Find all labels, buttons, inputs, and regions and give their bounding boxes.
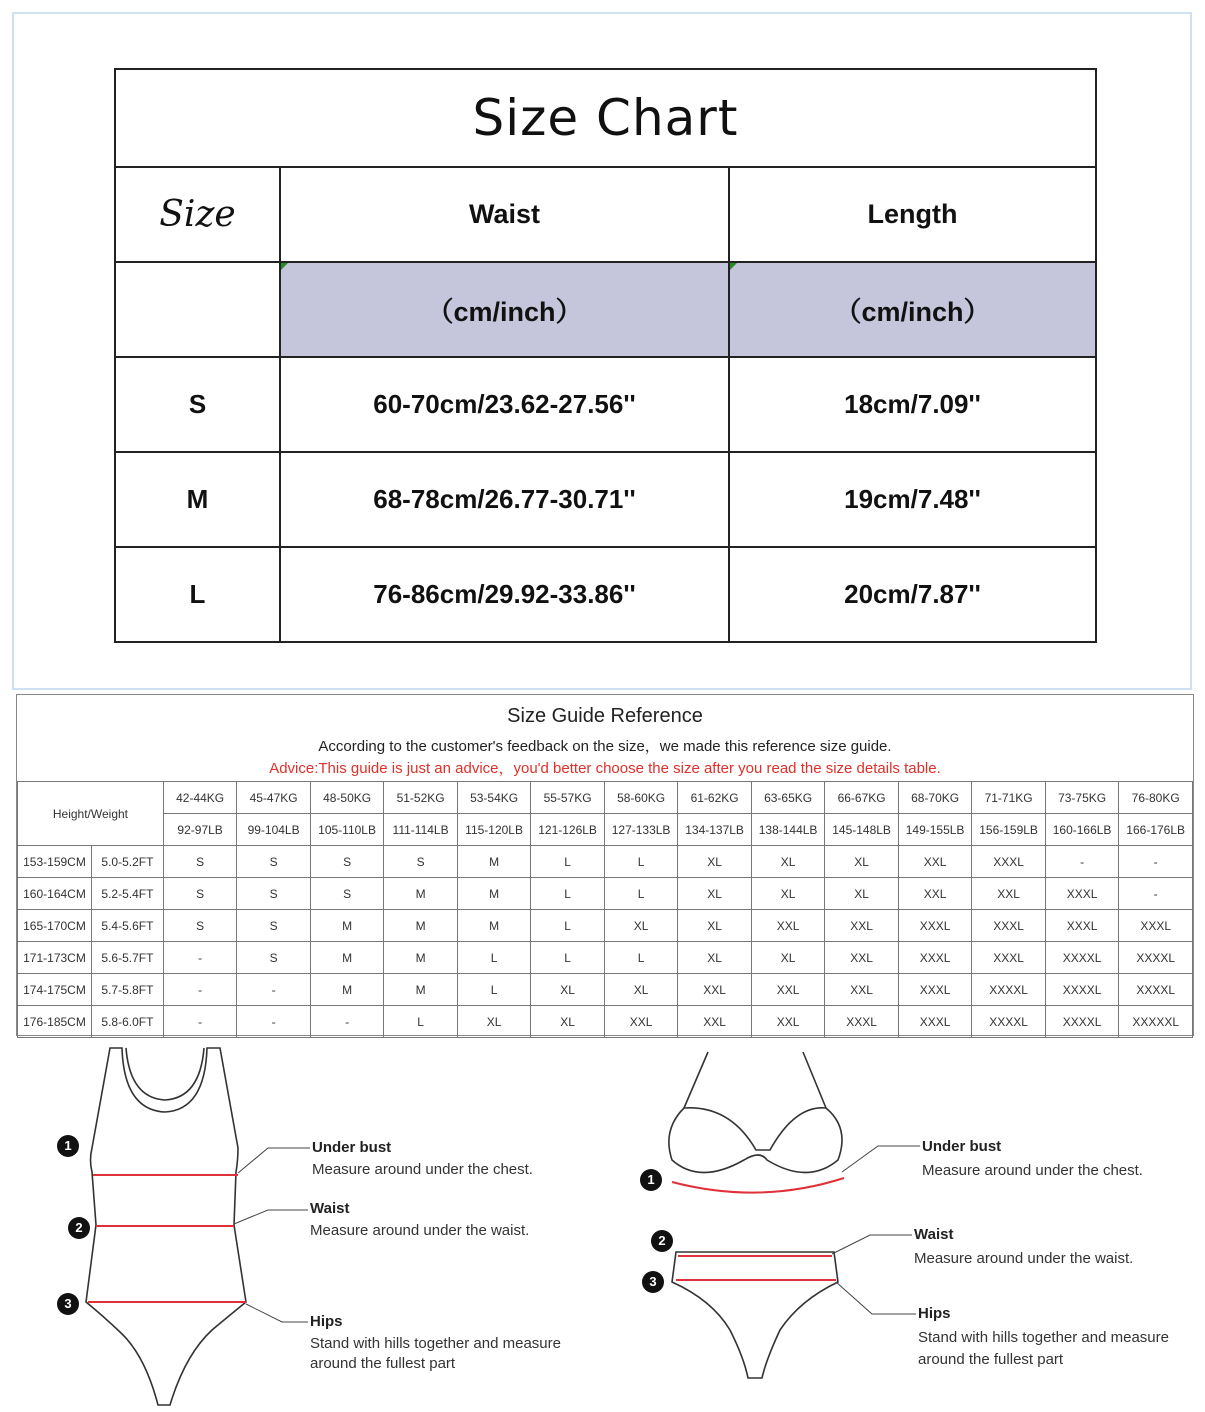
height-cm-cell: 165-170CM [18, 910, 92, 942]
guide-size-cell: S [163, 846, 236, 878]
guide-size-cell: XL [531, 1006, 605, 1038]
guide-size-cell: M [457, 878, 531, 910]
weight-lb-header: 160-166LB [1045, 814, 1119, 846]
guide-size-cell: - [163, 1006, 236, 1038]
height-ft-cell: 5.6-5.7FT [91, 942, 163, 974]
bikini-top-leader-line [842, 1146, 920, 1172]
guide-size-cell: - [237, 974, 310, 1006]
guide-size-cell: XXL [898, 878, 972, 910]
guide-size-cell: XXL [678, 1006, 752, 1038]
waist-cell: 76-86cm/29.92-33.86'' [280, 547, 729, 642]
number-badge-1: 1 [640, 1169, 662, 1191]
guide-size-cell: XXL [825, 974, 899, 1006]
length-header: Length [729, 167, 1096, 262]
guide-size-cell: S [384, 846, 458, 878]
size-guide-title: Size Guide Reference [507, 705, 703, 727]
guide-size-cell: XXL [898, 846, 972, 878]
height-ft-cell: 5.8-6.0FT [91, 1006, 163, 1038]
guide-size-cell: L [457, 942, 531, 974]
length-unit: （cm/inch） [834, 297, 991, 327]
guide-size-cell: XXXXXL [1119, 1006, 1193, 1038]
length-cell: 20cm/7.87'' [729, 547, 1096, 642]
weight-kg-header: 71-71KG [972, 782, 1046, 814]
right-hips-label: Hips [918, 1305, 951, 1322]
height-cm-cell: 153-159CM [18, 846, 92, 878]
guide-size-cell: XL [457, 1006, 531, 1038]
height-cm-cell: 176-185CM [18, 1006, 92, 1038]
height-cm-cell: 174-175CM [18, 974, 92, 1006]
guide-size-cell: L [531, 846, 605, 878]
guide-size-cell: M [310, 942, 384, 974]
left-waist-desc: Measure around under the waist. [310, 1222, 530, 1239]
height-ft-cell: 5.0-5.2FT [91, 846, 163, 878]
right-waist-label: Waist [914, 1226, 954, 1243]
height-cm-cell: 171-173CM [18, 942, 92, 974]
guide-size-cell: XXXL [825, 1006, 899, 1038]
right-under-bust-desc: Measure around under the chest. [922, 1162, 1143, 1179]
guide-size-cell: XXXL [1045, 910, 1119, 942]
guide-size-cell: L [531, 910, 605, 942]
guide-size-cell: XXL [751, 974, 825, 1006]
guide-size-cell: M [384, 910, 458, 942]
guide-size-cell: - [1119, 846, 1193, 878]
bikini-bottom-outline [672, 1252, 838, 1378]
size-cell: L [115, 547, 280, 642]
guide-size-cell: L [531, 878, 605, 910]
weight-lb-header: 121-126LB [531, 814, 605, 846]
bikini-top-measure-line [672, 1178, 844, 1193]
guide-size-cell: S [237, 910, 310, 942]
guide-size-cell: XL [751, 942, 825, 974]
weight-kg-header: 51-52KG [384, 782, 458, 814]
right-hips-desc-1: Stand with hills together and measure [918, 1329, 1169, 1346]
guide-size-cell: XXXL [898, 942, 972, 974]
guide-size-cell: XXL [751, 910, 825, 942]
guide-size-cell: L [531, 942, 605, 974]
height-ft-cell: 5.7-5.8FT [91, 974, 163, 1006]
guide-size-cell: XXXXL [972, 974, 1046, 1006]
size-cell: S [115, 357, 280, 452]
right-waist-desc: Measure around under the waist. [914, 1250, 1134, 1267]
weight-lb-header: 105-110LB [310, 814, 384, 846]
bikini-bottom-leader-lines [832, 1235, 916, 1314]
guide-size-cell: S [237, 942, 310, 974]
guide-size-cell: XL [751, 846, 825, 878]
guide-size-cell: S [310, 846, 384, 878]
weight-lb-header: 115-120LB [457, 814, 531, 846]
height-weight-header: Height/Weight [18, 782, 164, 846]
left-hips-desc-2: around the fullest part [310, 1355, 456, 1372]
guide-size-cell: XXXXL [1045, 974, 1119, 1006]
weight-kg-header: 63-65KG [751, 782, 825, 814]
guide-size-cell: XXXL [898, 910, 972, 942]
guide-size-cell: L [604, 846, 678, 878]
guide-size-cell: M [310, 910, 384, 942]
height-ft-cell: 5.2-5.4FT [91, 878, 163, 910]
guide-size-cell: - [310, 1006, 384, 1038]
guide-size-cell: XXL [604, 1006, 678, 1038]
guide-size-cell: S [163, 910, 236, 942]
guide-size-cell: XL [825, 878, 899, 910]
guide-size-cell: XXL [678, 974, 752, 1006]
weight-lb-header: 166-176LB [1119, 814, 1193, 846]
weight-kg-header: 42-44KG [163, 782, 236, 814]
number-badge-3: 3 [642, 1271, 664, 1293]
guide-size-cell: M [457, 846, 531, 878]
guide-size-cell: XXXXL [1045, 1006, 1119, 1038]
guide-size-cell: XL [604, 974, 678, 1006]
guide-size-cell: L [604, 942, 678, 974]
guide-size-cell: S [237, 878, 310, 910]
number-badge-2: 2 [651, 1230, 673, 1252]
guide-size-cell: XL [825, 846, 899, 878]
weight-lb-header: 127-133LB [604, 814, 678, 846]
guide-size-cell: XXXXL [1119, 942, 1193, 974]
guide-size-cell: XXL [825, 942, 899, 974]
guide-size-cell: - [163, 942, 236, 974]
weight-lb-header: 138-144LB [751, 814, 825, 846]
guide-size-cell: S [237, 846, 310, 878]
guide-size-cell: XXXL [972, 910, 1046, 942]
weight-lb-header: 99-104LB [237, 814, 310, 846]
height-cm-cell: 160-164CM [18, 878, 92, 910]
right-hips-desc-2: around the fullest part [918, 1351, 1064, 1368]
guide-size-cell: XXXL [972, 846, 1046, 878]
guide-size-cell: - [1045, 846, 1119, 878]
guide-size-cell: XXXL [1119, 910, 1193, 942]
guide-size-cell: XXXXL [1119, 974, 1193, 1006]
guide-size-cell: M [384, 942, 458, 974]
weight-lb-header: 111-114LB [384, 814, 458, 846]
guide-size-cell: XL [531, 974, 605, 1006]
guide-size-cell: XXL [972, 878, 1046, 910]
size-header: Size [115, 167, 280, 262]
guide-size-cell: L [384, 1006, 458, 1038]
weight-kg-header: 73-75KG [1045, 782, 1119, 814]
guide-size-cell: XXXL [1045, 878, 1119, 910]
right-under-bust-label: Under bust [922, 1138, 1002, 1155]
length-cell: 19cm/7.48'' [729, 452, 1096, 547]
weight-kg-header: 66-67KG [825, 782, 899, 814]
size-chart-title: Size Chart [115, 69, 1096, 167]
guide-size-cell: XL [678, 910, 752, 942]
guide-size-cell: XL [751, 878, 825, 910]
left-hips-desc-1: Stand with hills together and measure [310, 1335, 561, 1352]
weight-lb-header: 92-97LB [163, 814, 236, 846]
guide-size-cell: M [384, 974, 458, 1006]
guide-size-cell: XL [678, 846, 752, 878]
weight-lb-header: 145-148LB [825, 814, 899, 846]
guide-size-cell: S [163, 878, 236, 910]
number-badge-2: 2 [68, 1217, 90, 1239]
guide-size-cell: XXXL [898, 1006, 972, 1038]
weight-lb-header: 156-159LB [972, 814, 1046, 846]
waist-unit: （cm/inch） [426, 297, 583, 327]
weight-kg-header: 76-80KG [1119, 782, 1193, 814]
left-under-bust-label: Under bust [312, 1139, 392, 1156]
guide-size-cell: XXL [751, 1006, 825, 1038]
weight-kg-header: 55-57KG [531, 782, 605, 814]
left-hips-label: Hips [310, 1313, 343, 1330]
guide-size-cell: S [310, 878, 384, 910]
guide-size-cell: - [1119, 878, 1193, 910]
guide-size-cell: XL [678, 942, 752, 974]
size-guide-description: According to the customer's feedback on the size，we made this reference size guide. [318, 738, 892, 755]
weight-lb-header: 149-155LB [898, 814, 972, 846]
guide-size-cell: M [384, 878, 458, 910]
bikini-top-outline [669, 1052, 842, 1173]
weight-kg-header: 53-54KG [457, 782, 531, 814]
weight-kg-header: 45-47KG [237, 782, 310, 814]
guide-size-cell: L [457, 974, 531, 1006]
guide-size-cell: XXL [825, 910, 899, 942]
weight-kg-header: 61-62KG [678, 782, 752, 814]
number-badge-3: 3 [57, 1293, 79, 1315]
guide-size-cell: XL [604, 910, 678, 942]
guide-size-cell: XXXL [972, 942, 1046, 974]
size-guide-advice: Advice:This guide is just an advice，you'd better choose the size after you read the size details table. [269, 760, 941, 777]
weight-kg-header: 68-70KG [898, 782, 972, 814]
guide-size-cell: XXXXL [1045, 942, 1119, 974]
weight-kg-header: 58-60KG [604, 782, 678, 814]
length-cell: 18cm/7.09'' [729, 357, 1096, 452]
waist-cell: 60-70cm/23.62-27.56'' [280, 357, 729, 452]
guide-size-cell: XXXL [898, 974, 972, 1006]
bikini-bottom-measure-lines [676, 1256, 836, 1280]
left-under-bust-desc: Measure around under the chest. [312, 1161, 533, 1178]
weight-kg-header: 48-50KG [310, 782, 384, 814]
guide-size-cell: XXXXL [972, 1006, 1046, 1038]
size-cell: M [115, 452, 280, 547]
guide-size-cell: M [310, 974, 384, 1006]
guide-size-cell: XL [678, 878, 752, 910]
guide-size-cell: - [237, 1006, 310, 1038]
weight-lb-header: 134-137LB [678, 814, 752, 846]
guide-size-cell: L [604, 878, 678, 910]
guide-size-cell: M [457, 910, 531, 942]
number-badge-1: 1 [57, 1135, 79, 1157]
left-waist-label: Waist [310, 1200, 350, 1217]
height-ft-cell: 5.4-5.6FT [91, 910, 163, 942]
waist-header: Waist [280, 167, 729, 262]
guide-size-cell: - [163, 974, 236, 1006]
swimsuit-measure-lines [88, 1175, 246, 1302]
waist-cell: 68-78cm/26.77-30.71'' [280, 452, 729, 547]
